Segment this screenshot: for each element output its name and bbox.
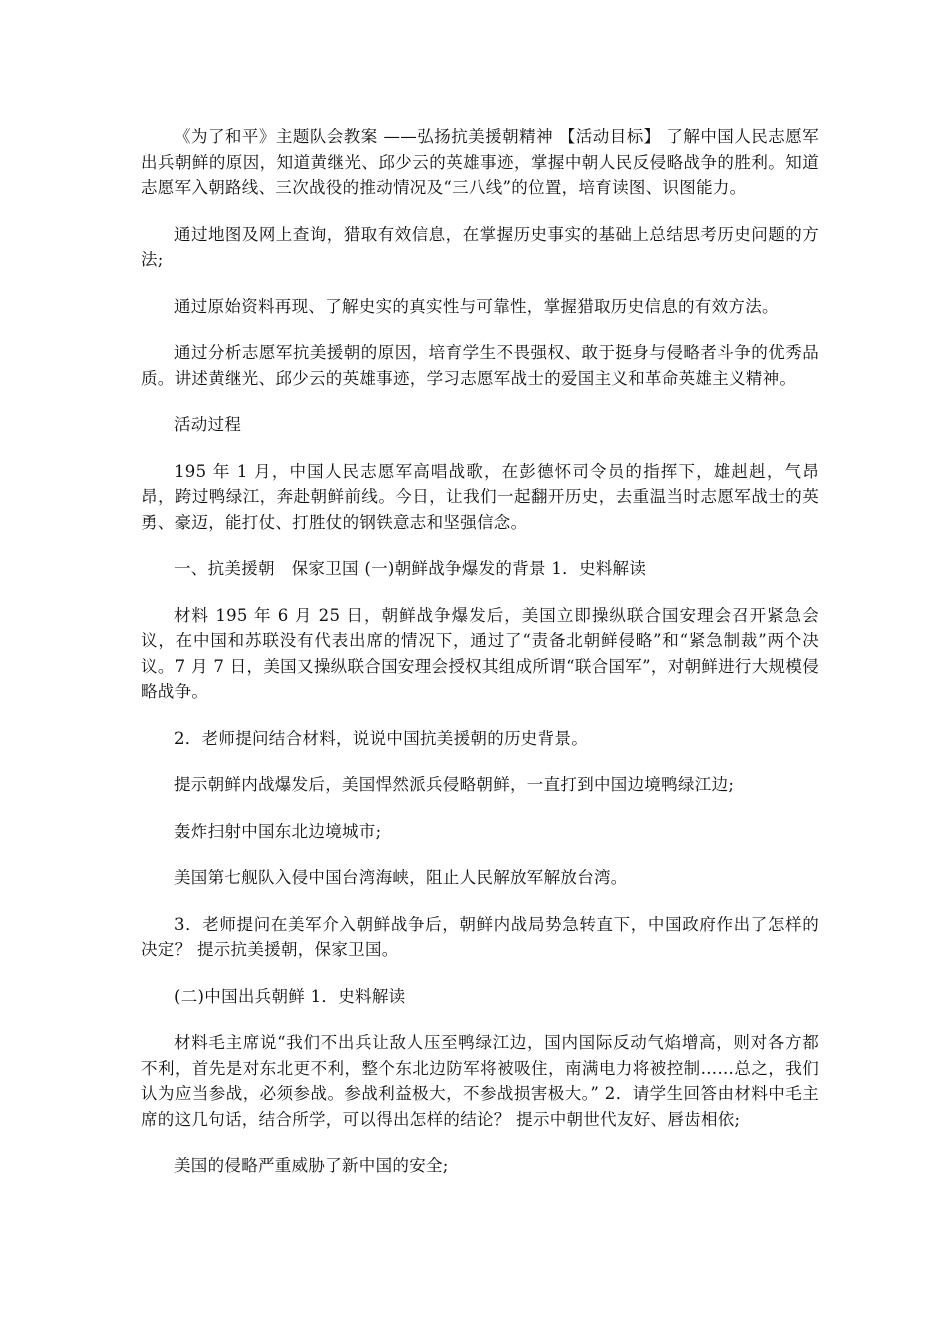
paragraph-hint-invasion: 提示朝鲜内战爆发后，美国悍然派兵侵略朝鲜，一直打到中国边境鸭绿江边;: [174, 775, 735, 794]
paragraph-material-mao: 材料毛主席说“我们不出兵让敌人压至鸭绿江边，国内国际反动气焰增高，则对各方都不利，首先是对东北更不利，整个东北边防军将被吸住，南满电力将被控制……总之，我们认为应当参战，必须参战。参战利益极大，不参战损害极大。” 2．请学生回答由材料中毛主席的这几句话，结合所学，可以得出怎样的结论？ 提示中朝世代友好、唇齿相依;: [141, 1033, 819, 1129]
paragraph-method-sources: 通过原始资料再现、了解史实的真实性与可靠性，掌握猎取历史信息的有效方法。: [174, 296, 779, 316]
paragraph-question-3: 3．老师提问在美军介入朝鲜战争后，朝鲜内战局势急转直下，中国政府作出了怎样的决定？ 提示抗美援朝，保家卫国。: [141, 914, 819, 959]
paragraph-hint-bombing: 轰炸扫射中国东北边境城市;: [174, 821, 382, 841]
paragraph-intro-objectives: 《为了和平》主题队会教案 ——弘扬抗美援朝精神 【活动目标】 了解中国人民志愿军出兵朝鲜的原因，知道黄继光、邱少云的英雄事迹，掌握中朝人民反侵略战争的胜利。知道志愿军入朝路线、三次战役的推动情况及“三八线”的位置，培育读图、识图能力。: [141, 127, 819, 197]
paragraph-opening: 195 年 1 月，中国人民志愿军高唱战歌，在彭德怀司令员的指挥下，雄赳赳，气昂昂，跨过鸭绿江，奔赴朝鲜前线。今日，让我们一起翻开历史，去重温当时志愿军战士的英勇、豪迈，能打仗、打胜仗的钢铁意志和坚强信念。: [141, 461, 819, 532]
paragraph-method-map: 通过地图及网上查询，猎取有效信息，在掌握历史事实的基础上总结思考历史问题的方法;: [141, 224, 819, 269]
paragraph-activity-heading: 活动过程: [174, 415, 242, 434]
paragraph-hint-fleet: 美国第七舰队入侵中国台湾海峡，阻止人民解放军解放台湾。: [174, 868, 628, 887]
paragraph-section-two-heading: (二)中国出兵朝鲜 1．史料解读: [174, 986, 406, 1006]
paragraph-material-war: 材料 195 年 6 月 25 日，朝鲜战争爆发后，美国立即操纵联合国安理会召开紧急会议，在中国和苏联没有代表出席的情况下，通过了“责备北朝鲜侵略”和“紧急制裁”两个决议。7 月 7 日，美国又操纵联合国安理会授权其组成所谓“联合国军”，对朝鲜进行大规模侵略战争。: [141, 605, 819, 701]
paragraph-values: 通过分析志愿军抗美援朝的原因，培育学生不畏强权、敢于挺身与侵略者斗争的优秀品质。讲述黄继光、邱少云的英雄事迹，学习志愿军战士的爱国主义和革命英雄主义精神。: [141, 343, 819, 388]
paragraph-hint-security: 美国的侵略严重威胁了新中国的安全;: [174, 1156, 449, 1175]
paragraph-section-one-heading: 一、抗美援朝 保家卫国 (一)朝鲜战争爆发的背景 1．史料解读: [174, 559, 647, 578]
document-body: [141, 124, 819, 1200]
paragraph-question-2: 2．老师提问结合材料，说说中国抗美援朝的历史背景。: [174, 728, 588, 748]
